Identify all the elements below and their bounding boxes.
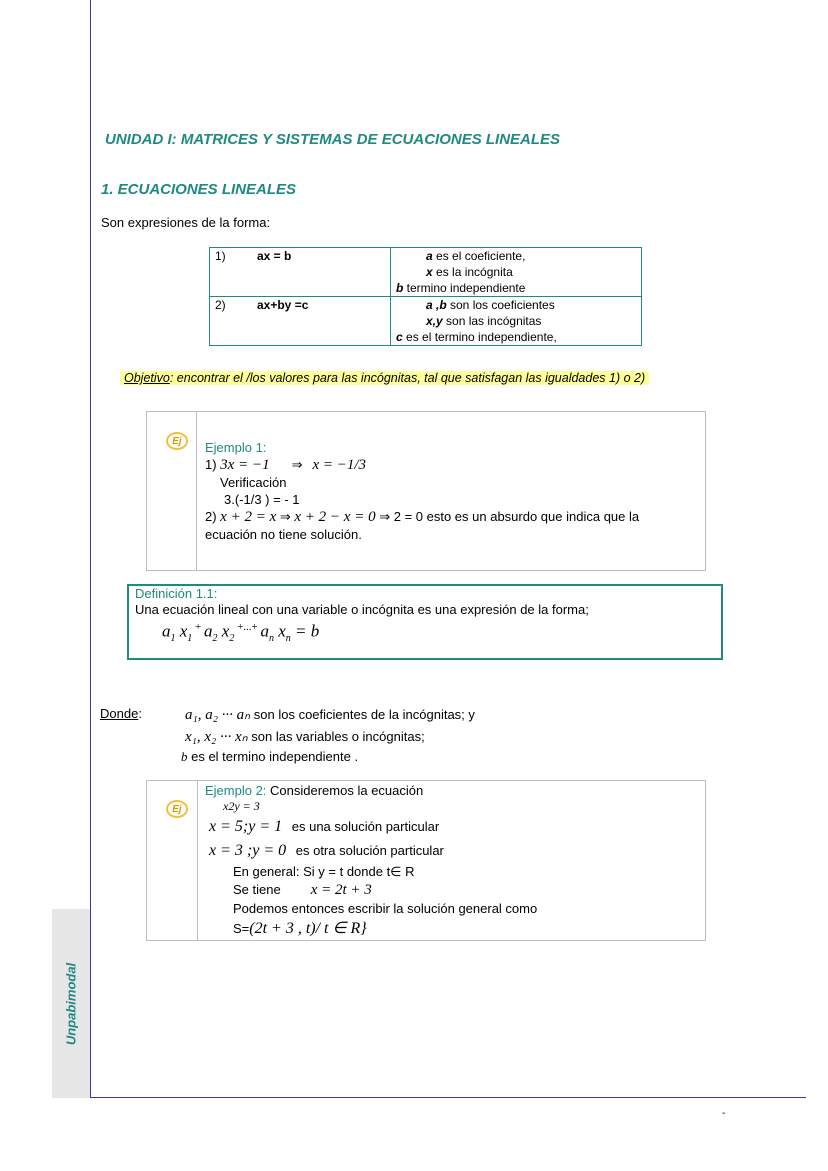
- ex1-prefix: 1): [205, 457, 221, 472]
- table-row: [210, 248, 642, 297]
- desc-bold: b: [396, 281, 404, 295]
- f-sub: n: [268, 633, 274, 645]
- definition-formula: [162, 621, 319, 644]
- intro-text: Son expresiones de la forma:: [101, 215, 271, 230]
- example-2-title-line: [205, 783, 423, 798]
- b-text: es el termino independiente .: [187, 749, 359, 764]
- box-divider: [197, 781, 198, 940]
- row-expression: ax+by =c: [257, 298, 309, 312]
- f-term: a: [260, 621, 269, 641]
- section-title: 1. ECUACIONES LINEALES: [101, 181, 297, 198]
- row-number: 1): [215, 249, 226, 263]
- desc-text: es la incógnita: [432, 265, 513, 279]
- f-sub: n: [285, 633, 291, 645]
- se-tiene-row: [233, 882, 372, 899]
- example-icon: Ej: [166, 800, 188, 818]
- f-term: x: [217, 621, 230, 641]
- verification-label: Verificación: [220, 475, 287, 490]
- f-term: a: [162, 621, 171, 641]
- example-2-title: Ejemplo 2:: [205, 783, 267, 798]
- solution-1-text: es una solución particular: [291, 819, 440, 834]
- f-sub: 1: [187, 633, 193, 645]
- example-1-title: Ejemplo 1:: [205, 440, 267, 455]
- sol-math: (2t + 3 , t)/ t ∈ R}: [249, 920, 367, 937]
- desc-text: es el termino independiente,: [402, 330, 557, 344]
- desc-text: son los coeficientes: [446, 298, 555, 312]
- f-op: +: [192, 621, 205, 633]
- coef-math: a₁, a₂ ··· aₙ: [185, 707, 251, 723]
- row-expression: ax = b: [257, 249, 292, 263]
- implies-arrow: ⇒: [379, 509, 391, 524]
- verification-value: 3.(-1/3 ) = - 1: [224, 492, 300, 507]
- forms-table: [209, 247, 642, 346]
- ex1-tail: 2 = 0 esto es un absurdo que indica que la: [393, 509, 640, 524]
- desc-bold: x,y: [426, 314, 443, 328]
- objective-text: : encontrar el /los valores para las incógnitas, tal que satisfagan las igualdades 1) o 2): [169, 371, 646, 385]
- table-cell-desc: [391, 248, 642, 297]
- table-cell-expr: [210, 297, 391, 346]
- table-row: [210, 297, 642, 346]
- footer-mark: -: [722, 1108, 726, 1119]
- desc-bold: a: [426, 249, 433, 263]
- donde-b-row: [181, 749, 358, 765]
- f-op: +...+: [234, 621, 261, 633]
- desc-text: es el coeficiente,: [432, 249, 526, 263]
- f-term: x: [175, 621, 188, 641]
- objective-label: Objetivo: [124, 371, 170, 385]
- f-sub: 2: [212, 633, 218, 645]
- example-2-box: [146, 780, 706, 941]
- se-tiene-label: Se tiene: [233, 882, 281, 897]
- desc-bold: c: [396, 330, 403, 344]
- sidebar-label: Unpabimodal: [63, 962, 79, 1045]
- example-icon: Ej: [166, 432, 188, 450]
- definition-body: Una ecuación lineal con una variable o incógnita es una expresión de la forma;: [135, 602, 589, 617]
- f-term: a: [204, 621, 213, 641]
- coef-text: son los coeficientes de la incógnitas; y: [250, 707, 475, 722]
- example-1-content: [205, 439, 639, 543]
- solution-2-row: [209, 842, 444, 860]
- f-eq: = b: [290, 621, 320, 641]
- desc-bold: x: [426, 265, 433, 279]
- definition-title: Definición 1.1:: [135, 586, 218, 601]
- ex1-conclusion: ecuación no tiene solución.: [205, 527, 362, 542]
- ex1-eq-b: x + 2 − x = 0: [294, 509, 376, 525]
- example-2-title-rest: Consideremos la ecuación: [266, 783, 424, 798]
- desc-text: son las incógnitas: [442, 314, 542, 328]
- f-term: x: [273, 621, 286, 641]
- table-cell-expr: [210, 248, 391, 297]
- f-sub: 1: [170, 633, 176, 645]
- implies-arrow: ⇒: [279, 509, 291, 524]
- solution-2-text: es otra solución particular: [295, 843, 444, 858]
- sol-prefix: S=: [233, 921, 250, 936]
- implies-arrow: ⇒: [291, 457, 303, 472]
- donde-label: Donde: [100, 706, 139, 721]
- solution-1-row: [209, 818, 439, 836]
- donde-label-wrap: [100, 706, 142, 721]
- row-number: 2): [215, 298, 226, 312]
- example-2-equation: x2y = 3: [223, 799, 260, 813]
- ex1-equation: 3x = −1: [220, 457, 270, 473]
- ex1-prefix: 2): [205, 509, 221, 524]
- general-row: En general: Si y = t donde t∈ R: [233, 864, 415, 879]
- var-text: son las variables o incógnitas;: [247, 729, 425, 744]
- donde-var-row: [185, 727, 425, 746]
- f-sub: 2: [229, 633, 235, 645]
- desc-bold: a ,b: [426, 298, 447, 312]
- donde-colon: :: [138, 706, 142, 721]
- left-margin-line: [90, 0, 91, 1098]
- unit-title: UNIDAD I: MATRICES Y SISTEMAS DE ECUACIONES LINEALES: [105, 131, 561, 148]
- ex1-eq-a: x + 2 = x: [220, 509, 277, 525]
- table-cell-desc: [391, 297, 642, 346]
- desc-text: termino independiente: [403, 281, 526, 295]
- var-math: x₁, x₂ ··· xₙ: [185, 729, 248, 745]
- donde-coef-row: [185, 705, 475, 724]
- se-tiene-math: x = 2t + 3: [310, 882, 372, 898]
- box-divider: [196, 412, 197, 570]
- solution-1-math: x = 5;y = 1: [209, 818, 283, 835]
- solution-general-row: [233, 918, 367, 938]
- sidebar-label-wrap: [52, 909, 90, 1098]
- bottom-margin-line: [90, 1097, 806, 1098]
- ex1-result: x = −1/3: [312, 457, 367, 473]
- podemos-row: Podemos entonces escribir la solución general como: [233, 901, 538, 916]
- example-1-box: [146, 411, 706, 571]
- objective-line: [120, 371, 649, 385]
- b-math: b: [181, 749, 188, 764]
- solution-2-math: x = 3 ;y = 0: [209, 842, 287, 859]
